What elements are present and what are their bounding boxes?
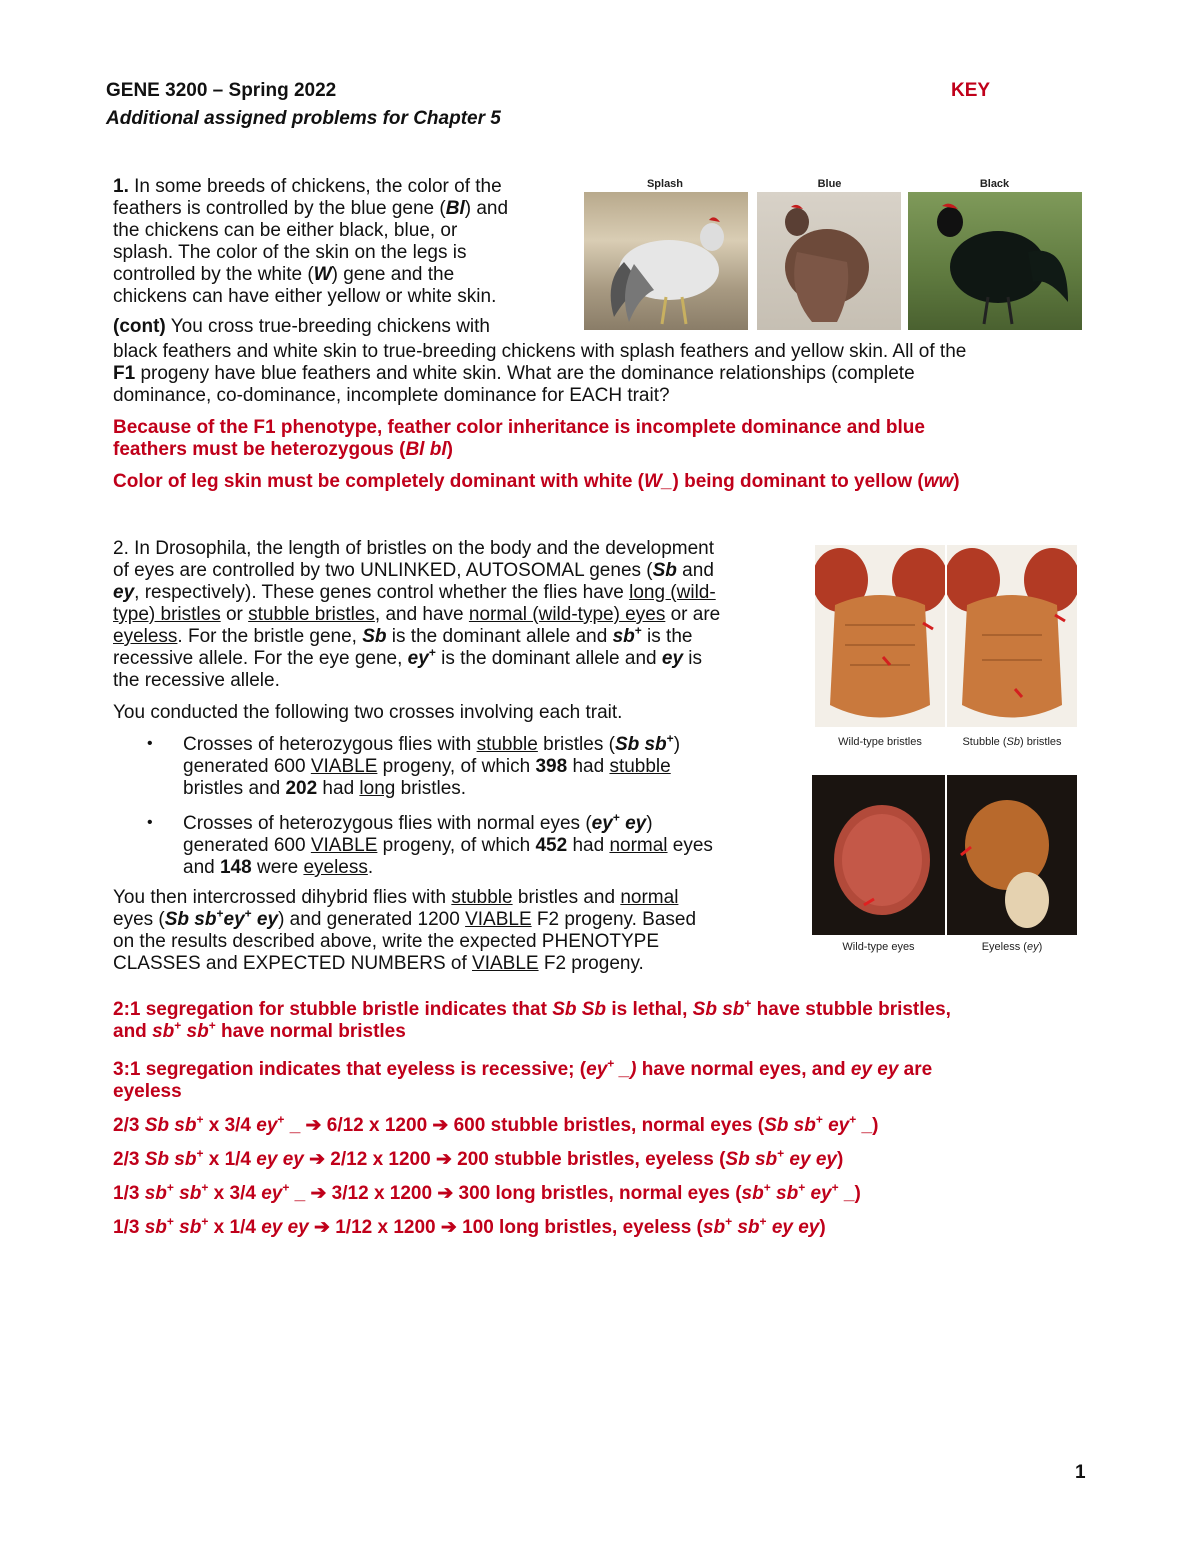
caption-black: Black: [979, 178, 1010, 190]
eyeless-photo: [947, 775, 1077, 935]
page-number: 1: [1075, 1462, 1086, 1483]
question-1-continued: black feathers and white skin to true-breeding chickens with splash feathers and yellow skin. All of the F1 progeny have blue feathers and white skin. What are the dominance relationships (complete dominance, co-dominance, incomplete dominance for EACH trait?: [113, 341, 967, 406]
wildtype-bristles-photo: [815, 545, 945, 727]
question-1-answer: Because of the F1 phenotype, feather color inheritance is incomplete dominance and blue feathers must be heterozygous (Bl bl) Color of leg skin must be completely dominant with white (W_) being dominant to yellow (ww): [113, 417, 960, 492]
caption-splash: Splash: [646, 178, 684, 190]
bullet-marker: •: [147, 735, 153, 752]
stubble-bristles-photo: [947, 545, 1077, 727]
bullet-1-text: Crosses of heterozygous flies with stubble bristles (Sb sb+) generated 600 VIABLE progeny, of which 398 had stubble bristles and 202 had long bristles.: [183, 731, 681, 799]
caption-eyeless: Eyeless (ey): [981, 941, 1043, 953]
caption-blue: Blue: [817, 178, 842, 190]
course-title: GENE 3200 – Spring 2022: [106, 80, 337, 101]
question-1-text: 1. In some breeds of chickens, the color of the feathers is controlled by the blue gene (Bl) and the chickens can be either black, blue, or splash. The color of the skin on the legs is controlled by the white (W) gene and the chickens can have either yellow or white skin. (cont) You cross true-breeding chickens with: [113, 176, 509, 337]
wildtype-eyes-photo: [812, 775, 945, 935]
key-label: KEY: [951, 80, 991, 101]
caption-stubble-bristles: Stubble (Sb) bristles: [962, 736, 1062, 748]
question-2-answer: 2:1 segregation for stubble bristle indicates that Sb Sb is lethal, Sb sb+ have stubble bristles, and sb+ sb+ have normal bristles 3:1 segregation indicates that eyeless is recessive; (ey+ _) have normal eyes, and ey ey are eyeless 2/3 Sb sb+ x 3/4 ey+ _ ➔ 6/12 x 1200 ➔ 600 stubble bristles, normal eyes (Sb sb+ ey+ _) 2/3 Sb sb+ x 1/4 ey ey ➔ 2/12 x 1200 ➔ 200 stubble bristles, eyeless (Sb sb+ ey ey) 1/3 sb+ sb+ x 3/4 ey+ _ ➔ 3/12 x 1200 ➔ 300 long bristles, normal eyes (sb+ sb+ ey+ _) 1/3 sb+ sb+ x 1/4 ey ey ➔ 1/12 x 1200 ➔ 100 long bristles, eyeless (sb+ sb+ ey ey): [113, 996, 951, 1238]
caption-wildtype-bristles: Wild-type bristles: [838, 736, 922, 748]
bullet-2-text: Crosses of heterozygous flies with normal eyes (ey+ ey) generated 600 VIABLE progeny, of which 452 had normal eyes and 148 were eyeless.: [183, 810, 713, 878]
black-chicken-photo: [908, 192, 1082, 330]
page-subtitle: Additional assigned problems for Chapter 5: [106, 108, 501, 129]
caption-wildtype-eyes: Wild-type eyes: [842, 941, 915, 953]
splash-chicken-photo: [584, 192, 748, 330]
bullet-marker: •: [147, 814, 153, 831]
question-2-text: 2. In Drosophila, the length of bristles on the body and the development of eyes are controlled by two UNLINKED, AUTOSOMAL genes (Sb and ey, respectively). These genes control whether the flies have long (wild- type) bristles or stubble bristles, and have normal (wild-type) eyes or are eyeless. For the bristle gene, Sb is the dominant allele and sb+ is the recessive allele. For the eye gene, ey+ is the dominant allele and ey is the recessive allele. You conducted the following two crosses involving each trait.: [113, 538, 721, 723]
blue-chicken-photo: [757, 192, 901, 330]
question-2-cross: You then intercrossed dihybrid flies with stubble bristles and normal eyes (Sb sb+ey+ ey) and generated 1200 VIABLE F2 progeny. Based on the results described above, write the expected PHENOTYPE CLASSES and EXPECTED NUMBERS of VIABLE F2 progeny.: [113, 887, 697, 974]
